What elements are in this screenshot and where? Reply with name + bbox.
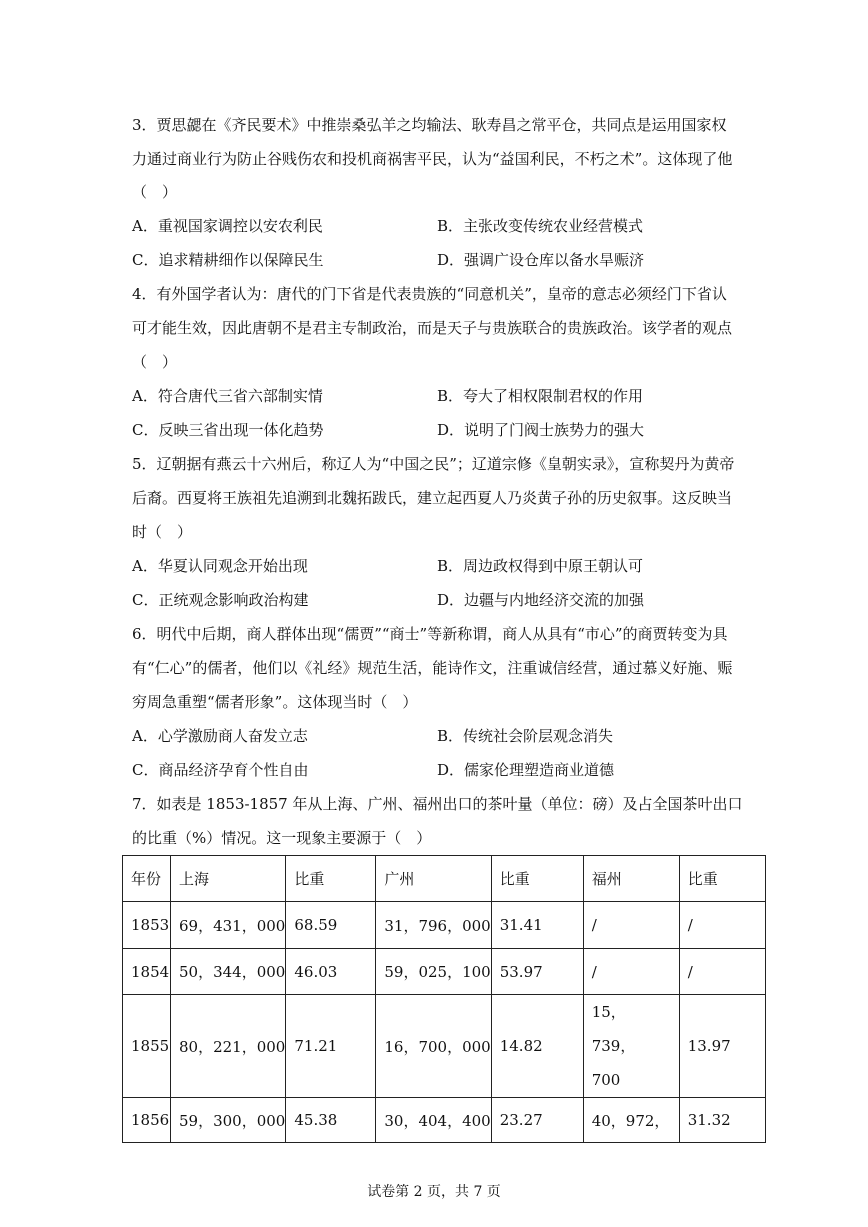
q6-option-b: B．传统社会阶层观念消失 — [437, 727, 614, 745]
table-cell: 23.27 — [491, 1098, 583, 1143]
table-header-cell: 上海 — [171, 856, 286, 902]
table-cell: 1854 — [123, 949, 171, 995]
q5-stem-line-3: 时（ ） — [132, 523, 193, 541]
table-header-cell: 福州 — [583, 856, 679, 902]
q4-option-a: A．符合唐代三省六部制实情 — [132, 387, 323, 405]
table-cell: 59，300，000 — [171, 1098, 286, 1143]
q3-option-d: D．强调广设仓库以备水旱赈济 — [437, 251, 645, 269]
table-cell: 68.59 — [286, 902, 376, 949]
table-cell — [583, 995, 679, 1098]
q5-option-c: C．正统观念影响政治构建 — [132, 591, 309, 609]
q5-stem-line-2: 后裔。西夏将王族祖先追溯到北魏拓跋氏，建立起西夏人乃炎黄子孙的历史叙事。这反映当 — [132, 489, 733, 507]
tea-export-table — [122, 855, 766, 1143]
q4-stem-line-2: 可才能生效，因此唐朝不是君主专制政治，而是天子与贵族联合的贵族政治。该学者的观点 — [132, 319, 733, 337]
table-cell: 16，700，000 — [376, 995, 491, 1098]
table-cell: 1853 — [123, 902, 171, 949]
table-row — [123, 995, 766, 1098]
table-cell: 1856 — [123, 1098, 171, 1143]
q3-option-b: B．主张改变传统农业经营模式 — [437, 217, 644, 235]
table-cell: 69，431，000 — [171, 902, 286, 949]
table-header-cell: 比重 — [491, 856, 583, 902]
q7-stem-line-1: 7．如表是 1853-1857 年从上海、广州、福州出口的茶叶量（单位：磅）及占全国茶叶出口 — [132, 795, 743, 813]
q6-option-a: A．心学激励商人奋发立志 — [132, 727, 308, 745]
table-cell: 46.03 — [286, 949, 376, 995]
table-cell: 13.97 — [679, 995, 765, 1098]
table-row — [123, 902, 766, 949]
q6-stem-line-3: 穷周急重塑“儒者形象”。这体现当时（ ） — [132, 693, 418, 711]
q5-stem-line-1: 5．辽朝据有燕云十六州后，称辽人为“中国之民”；辽道宗修《皇朝实录》，宣称契丹为黄帝 — [132, 455, 735, 473]
q4-option-d: D．说明了门阀士族势力的强大 — [437, 421, 645, 439]
q5-option-d: D．边疆与内地经济交流的加强 — [437, 591, 645, 609]
q4-stem-line-3: （ ） — [132, 353, 178, 371]
table-row — [123, 1098, 766, 1143]
table-cell: 1855 — [123, 995, 171, 1098]
q6-option-c: C．商品经济孕育个性自由 — [132, 761, 309, 779]
q3-stem-line-3: （ ） — [132, 183, 178, 201]
table-cell: 59，025，100 — [376, 949, 491, 995]
q3-stem-line-2: 力通过商业行为防止谷贱伤农和投机商祸害平民，认为“益国利民，不朽之术”。这体现了他 — [132, 150, 733, 168]
table-cell: 71.21 — [286, 995, 376, 1098]
table-header-cell: 比重 — [679, 856, 765, 902]
table-cell: 45.38 — [286, 1098, 376, 1143]
table-cell: / — [679, 949, 765, 995]
table-cell: / — [583, 949, 679, 995]
table-cell: 30，404，400 — [376, 1098, 491, 1143]
table-header-cell: 比重 — [286, 856, 376, 902]
table-header-cell: 广州 — [376, 856, 491, 902]
q5-option-a: A．华夏认同观念开始出现 — [132, 557, 308, 575]
q4-option-b: B．夸大了相权限制君权的作用 — [437, 387, 644, 405]
table-cell: 80，221，000 — [171, 995, 286, 1098]
q6-option-d: D．儒家伦理塑造商业道德 — [437, 761, 615, 779]
table-cell: 53.97 — [491, 949, 583, 995]
table-header-row — [123, 856, 766, 902]
table-cell: 31，796，000 — [376, 902, 491, 949]
table-cell: / — [679, 902, 765, 949]
table-header-cell: 年份 — [123, 856, 171, 902]
table-cell: 40，972， — [583, 1098, 679, 1143]
table-cell: 50，344，000 — [171, 949, 286, 995]
q3-option-c: C．追求精耕细作以保障民生 — [132, 251, 324, 269]
q4-option-c: C．反映三省出现一体化趋势 — [132, 421, 324, 439]
q6-stem-line-1: 6．明代中后期，商人群体出现“儒贾”“商士”等新称谓，商人从具有“市心”的商贾转变为具 — [132, 625, 728, 643]
q4-stem-line-1: 4．有外国学者认为：唐代的门下省是代表贵族的“同意机关”，皇帝的意志必须经门下省认 — [132, 285, 727, 303]
q6-stem-line-2: 有“仁心”的儒者，他们以《礼经》规范生活，能诗作文，注重诚信经营，通过慕义好施、赈 — [132, 659, 733, 677]
table-cell: 31.41 — [491, 902, 583, 949]
q7-stem-line-2: 的比重（%）情况。这一现象主要源于（ ） — [132, 829, 432, 847]
table-row — [123, 949, 766, 995]
q3-option-a: A．重视国家调控以安农利民 — [132, 217, 323, 235]
table-cell-wrapped-text: 15，739，700 — [591, 1003, 636, 1089]
q3-stem-line-1: 3．贾思勰在《齐民要术》中推崇桑弘羊之均输法、耿寿昌之常平仓，共同点是运用国家权 — [132, 116, 727, 134]
page-footer: 试卷第 2 页，共 7 页 — [367, 1184, 501, 1200]
table-cell: 31.32 — [679, 1098, 765, 1143]
q5-option-b: B．周边政权得到中原王朝认可 — [437, 557, 644, 575]
table-cell: / — [583, 902, 679, 949]
table-cell: 14.82 — [491, 995, 583, 1098]
